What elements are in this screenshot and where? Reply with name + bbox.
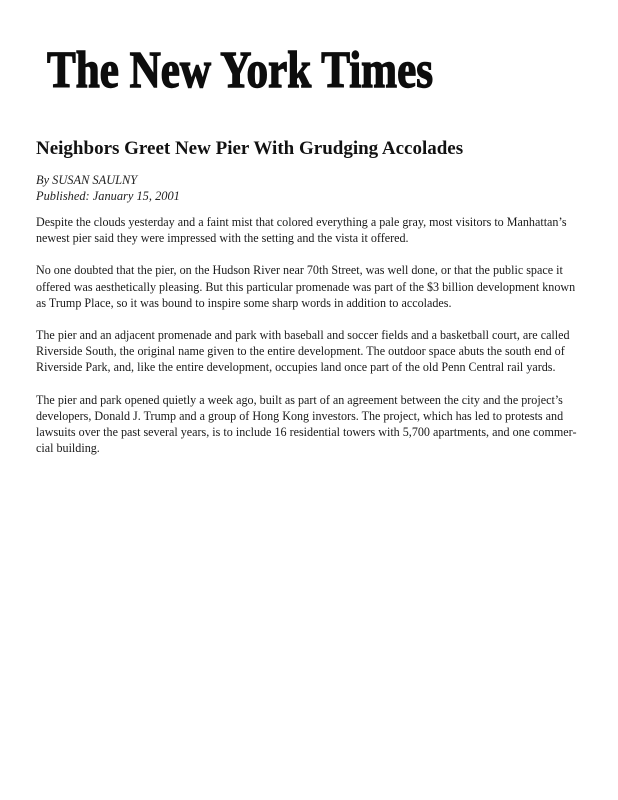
article-headline: Neighbors Greet New Pier With Grudging Accolades <box>36 138 464 159</box>
paragraph-line: lawsuits over the past several years, is to include 16 residential towers with 5,700 apartments, and one commer- <box>36 425 577 440</box>
paragraph-line: newest pier said they were impressed with the setting and the vista it offered. <box>36 231 409 246</box>
article-paragraph <box>36 214 584 246</box>
article-paragraph <box>36 327 584 376</box>
article-body <box>36 214 584 472</box>
paragraph-line: developers, Donald J. Trump and a group of Hong Kong investors. The project, which has led to protests and <box>36 408 564 423</box>
masthead-logo <box>47 40 437 102</box>
masthead-wordmark-text: The New York Times <box>47 42 433 99</box>
paragraph-line: offered was aesthetically pleasing. But this particular promenade was part of the $3 billion development known <box>36 279 576 294</box>
paragraph-line: Riverside Park, and, like the entire development, occupies land once part of the old Penn Central rail yards. <box>36 360 556 375</box>
paragraph-line: Despite the clouds yesterday and a faint mist that colored everything a pale gray, most visitors to Manhattan’s <box>36 215 567 229</box>
article-paragraph <box>36 262 584 311</box>
paragraph-line: The pier and park opened quietly a week ago, built as part of an agreement between the city and the project’s <box>36 392 563 407</box>
article-published-date: Published: January 15, 2001 <box>36 189 180 203</box>
paragraph-line: No one doubted that the pier, on the Hudson River near 70th Street, was well done, or that the public space it <box>36 263 563 278</box>
masthead-wordmark <box>47 40 437 102</box>
paragraph-line: as Trump Place, so it was bound to inspire some sharp words in addition to accolades. <box>36 295 452 310</box>
paragraph-line: cial building. <box>36 441 100 456</box>
article-byline: By SUSAN SAULNY <box>36 173 138 187</box>
paragraph-line: The pier and an adjacent promenade and park with baseball and soccer fields and a basketball court, are called <box>36 328 570 343</box>
paragraph-line: Riverside South, the original name given to the entire development. The outdoor space abuts the south end of <box>36 344 565 359</box>
article-paragraph <box>36 392 584 457</box>
